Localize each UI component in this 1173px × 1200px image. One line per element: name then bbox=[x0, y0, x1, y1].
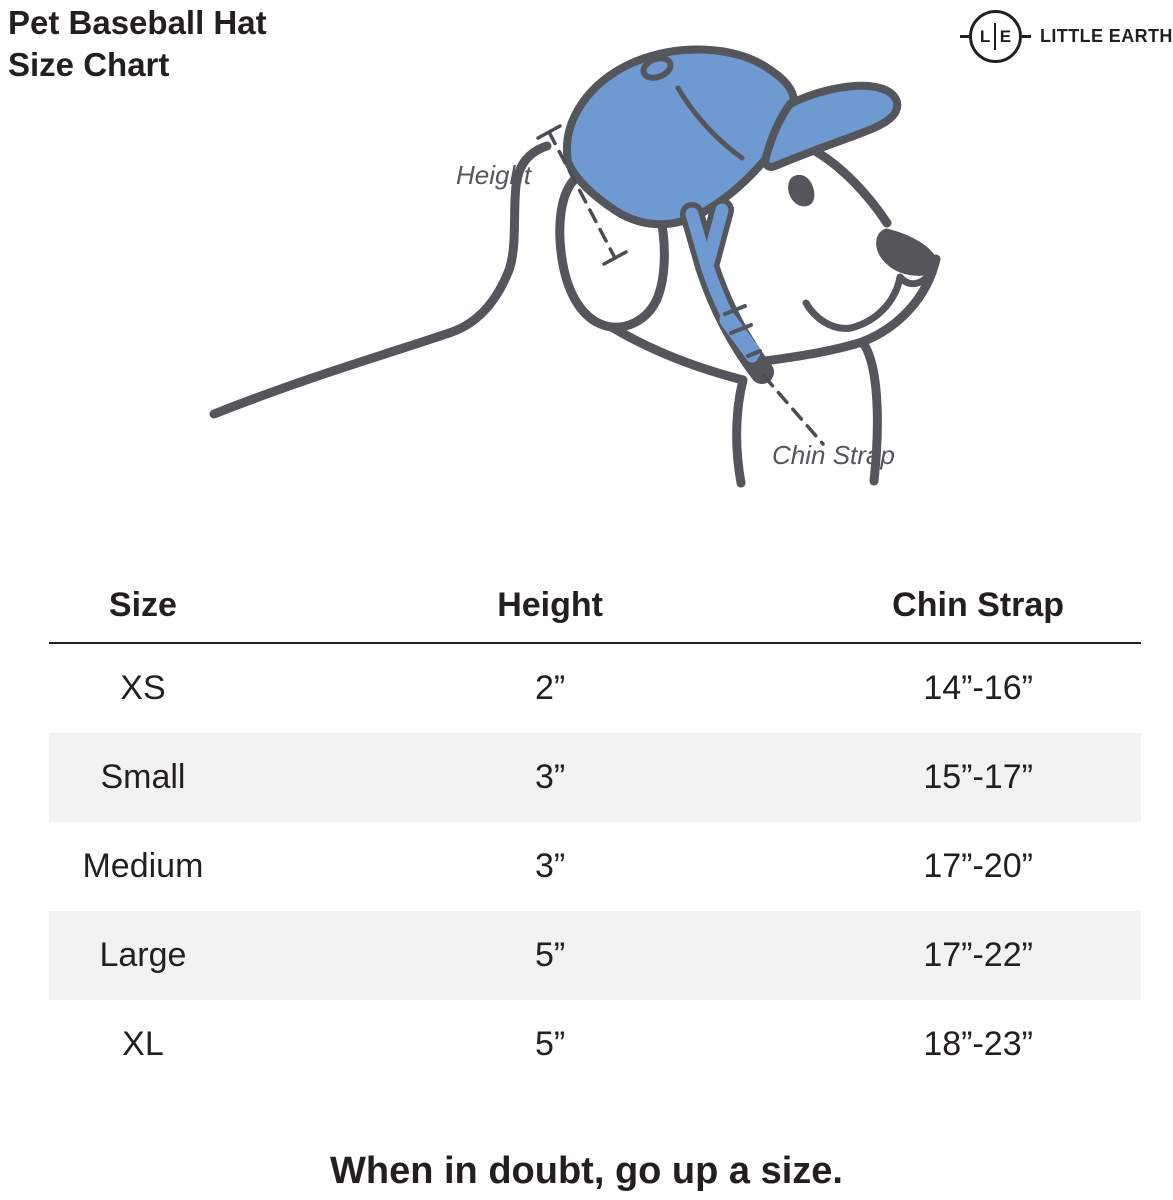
cell-chin-strap: 17”-20” bbox=[923, 847, 1033, 885]
cell-size: Small bbox=[100, 758, 186, 796]
hat-crown bbox=[567, 50, 794, 225]
dog-with-hat-illustration bbox=[0, 0, 1173, 540]
cell-chin-strap: 14”-16” bbox=[923, 669, 1033, 707]
cell-size: XS bbox=[120, 669, 166, 707]
brand-name: LITTLE EARTH bbox=[1040, 26, 1173, 46]
sizing-advice-note: When in doubt, go up a size. bbox=[330, 1150, 843, 1192]
dog-eye bbox=[788, 175, 814, 207]
size-table-row bbox=[49, 644, 1141, 733]
cell-height: 3” bbox=[534, 847, 566, 885]
cell-chin-strap: 18”-23” bbox=[923, 1025, 1033, 1063]
logo-letter-e: E bbox=[999, 26, 1012, 46]
size-table bbox=[49, 568, 1141, 1089]
cell-size: XL bbox=[122, 1025, 164, 1063]
size-table-row bbox=[49, 733, 1141, 822]
column-header-height: Height bbox=[497, 585, 603, 624]
cell-height: 5” bbox=[534, 936, 566, 974]
size-table-row bbox=[49, 822, 1141, 911]
cell-height: 3” bbox=[534, 758, 566, 796]
cell-chin-strap: 15”-17” bbox=[923, 758, 1033, 796]
dog-nose bbox=[878, 230, 936, 274]
height-callout-label: Height bbox=[456, 160, 532, 190]
size-table-row bbox=[49, 1000, 1141, 1089]
column-header-size: Size bbox=[108, 585, 177, 624]
cell-size: Large bbox=[99, 936, 187, 974]
size-table-row bbox=[49, 911, 1141, 1000]
page-title-line2: Size Chart bbox=[8, 46, 170, 83]
cell-size: Medium bbox=[82, 847, 204, 885]
chin-strap-pointer-line bbox=[764, 376, 823, 444]
cell-height: 2” bbox=[534, 669, 566, 707]
dog-muzzle-top-line bbox=[815, 151, 887, 223]
cell-height: 5” bbox=[534, 1025, 566, 1063]
column-header-chin-strap: Chin Strap bbox=[892, 585, 1065, 624]
page-title-line1: Pet Baseball Hat bbox=[8, 4, 267, 41]
cell-chin-strap: 17”-22” bbox=[923, 936, 1033, 974]
size-table-body bbox=[49, 644, 1141, 1089]
size-table-header bbox=[49, 568, 1141, 644]
logo-letter-l: L bbox=[979, 26, 991, 46]
dog-chest-line bbox=[605, 323, 743, 483]
chin-strap-callout-label: Chin Strap bbox=[772, 440, 895, 470]
